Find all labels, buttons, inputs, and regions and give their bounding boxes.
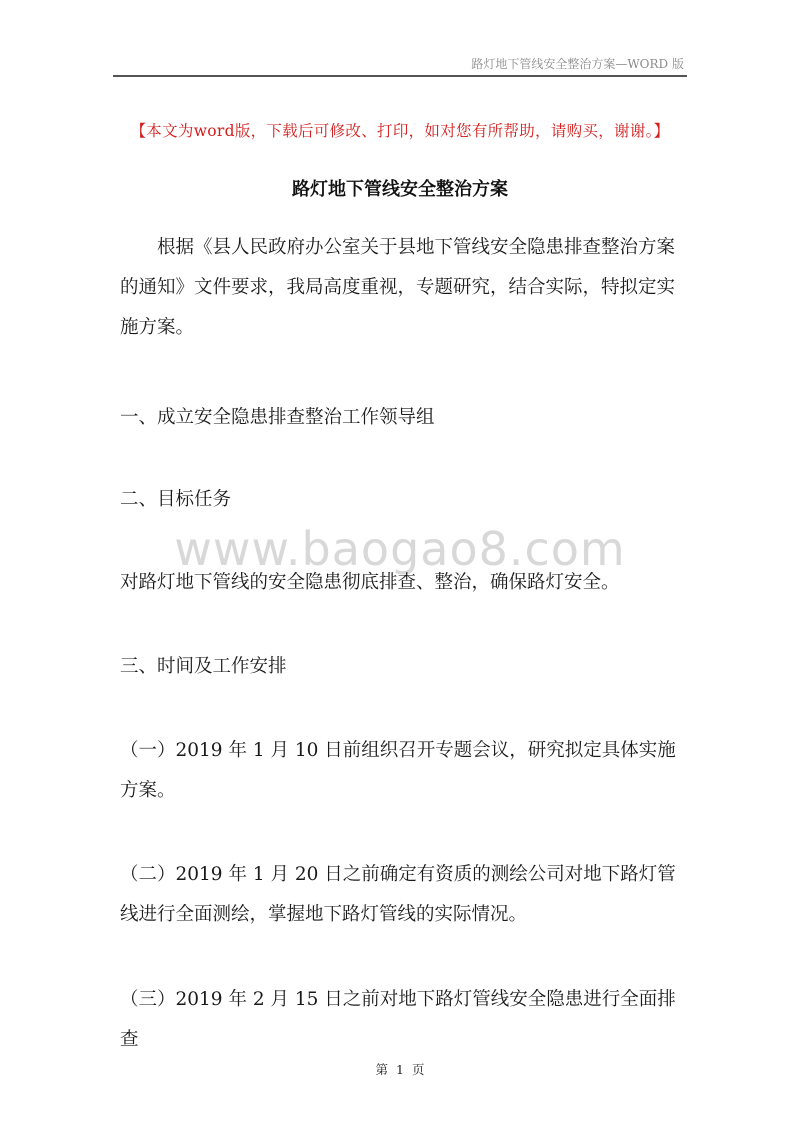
running-header: 路灯地下管线安全整治方案—WORD 版	[471, 57, 684, 71]
document-title: 路灯地下管线安全整治方案	[292, 179, 508, 200]
schedule-item-3: （三）2019 年 2 月 15 日之前对地下路灯管线安全隐患进行全面排查	[120, 989, 676, 1050]
header-divider	[113, 75, 687, 77]
intro-paragraph: 根据《县人民政府办公室关于县地下管线安全隐患排查整治方案的通知》文件要求，我局高度重视，专题研究，结合实际，特拟定实施方案。	[120, 237, 676, 338]
section-heading-3: 三、时间及工作安排	[120, 656, 287, 677]
download-notice: 【本文为word版，下载后可修改、打印，如对您有所帮助，请购买，谢谢。】	[130, 122, 670, 140]
page-footer	[0, 1060, 800, 1078]
footer-suffix: 页	[411, 1062, 425, 1077]
watermark-text: www.baogao8.com	[174, 522, 626, 576]
schedule-item-1: （一）2019 年 1 月 10 日前组织召开专题会议，研究拟定具体实施方案。	[120, 740, 676, 801]
section-2-body: 对路灯地下管线的安全隐患彻底排查、整治，确保路灯安全。	[120, 572, 620, 593]
section-heading-1: 一、成立安全隐患排查整治工作领导组	[120, 407, 435, 428]
footer-prefix: 第	[375, 1062, 389, 1077]
section-heading-2: 二、目标任务	[120, 489, 232, 510]
page-number: 1	[396, 1062, 404, 1077]
schedule-item-2: （二）2019 年 1 月 20 日之前确定有资质的测绘公司对地下路灯管线进行全面测绘，掌握地下路灯管线的实际情况。	[120, 864, 676, 925]
